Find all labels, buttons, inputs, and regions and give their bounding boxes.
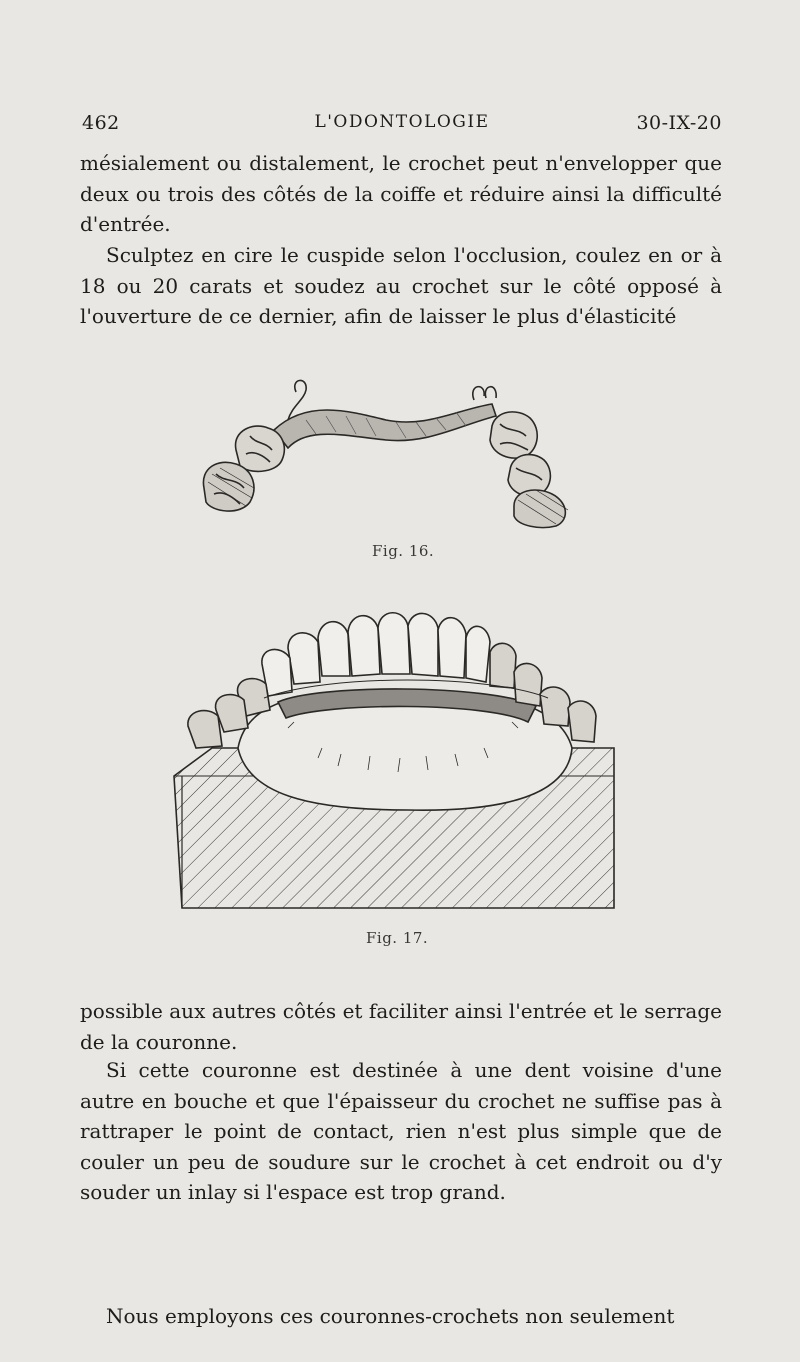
figure-17-illustration bbox=[168, 598, 632, 918]
paragraph-2 bbox=[80, 240, 722, 332]
paragraph-3: possible aux autres côtés et faciliter ainsi l'entrée et le serrage de la couronne. bbox=[80, 999, 722, 1054]
page-number: 462 bbox=[82, 112, 120, 134]
paragraph-5-text: Nous employons ces couronnes-crochets non seulement bbox=[106, 1304, 675, 1328]
figure-16-caption: Fig. 16. bbox=[372, 542, 435, 560]
issue-date: 30-IX-20 bbox=[636, 112, 722, 134]
running-header bbox=[82, 112, 722, 142]
figure-16-illustration bbox=[196, 370, 580, 530]
paragraph-1: mésialement ou distalement, le crochet peut n'envelopper que deux ou trois des côtés de la coiffe et réduire ainsi la difficulté d'entrée. bbox=[80, 151, 722, 236]
paragraph-2-text: Sculptez en cire le cuspide selon l'occlusion, coulez en or à 18 ou 20 carats et soudez au crochet sur le côté opposé à l'ouverture de ce dernier, afin de laisser le plus d'élasticité bbox=[80, 243, 722, 328]
paragraph-4-text: Si cette couronne est destinée à une dent voisine d'une autre en bouche et que l'épaisseur du crochet ne suffise pas à rattraper le point de contact, rien n'est plus simple que de couler un peu de soudure sur le crochet à cet endroit ou d'y souder un inlay si l'espace est trop grand. bbox=[80, 1058, 722, 1204]
figure-17-caption: Fig. 17. bbox=[366, 929, 429, 947]
paragraph-5 bbox=[80, 1301, 722, 1332]
journal-title: L'ODONTOLOGIE bbox=[314, 112, 490, 132]
paragraph-4 bbox=[80, 1055, 722, 1208]
